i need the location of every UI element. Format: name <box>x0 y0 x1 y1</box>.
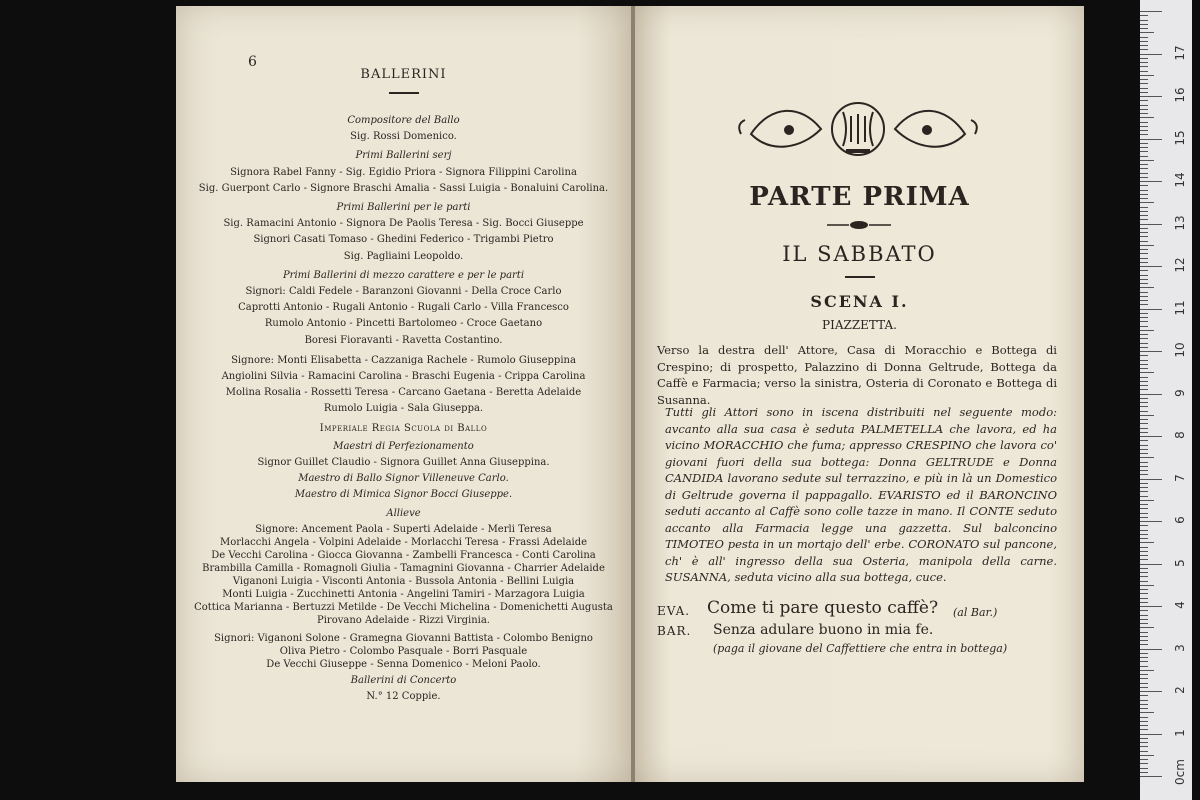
ruler-tick <box>1140 338 1148 339</box>
cast-line: Cottica Marianna - Bertuzzi Metilde - De Vecchi Michelina - Domenichetti Augusta <box>194 601 613 613</box>
ruler-tick <box>1140 177 1148 178</box>
ruler-label: 11 <box>1173 299 1187 316</box>
ruler-tick <box>1140 423 1148 424</box>
cast-line: Oliva Pietro - Colombo Pasquale - Borri Pasquale <box>279 645 528 657</box>
ruler-tick <box>1140 500 1154 501</box>
ruler-tick <box>1140 712 1154 713</box>
ruler-tick <box>1140 173 1148 174</box>
ruler-tick <box>1140 54 1162 55</box>
ruler-tick <box>1140 92 1148 93</box>
ruler-tick <box>1140 411 1148 412</box>
ruler-tick <box>1140 530 1148 531</box>
ruler-label: 2 <box>1173 686 1187 694</box>
ruler-tick <box>1140 763 1148 764</box>
ruler-tick <box>1140 343 1148 344</box>
ruler-tick <box>1140 334 1148 335</box>
dialogue-line-bar: Senza adulare buono in mia fe. <box>713 622 934 638</box>
cast-line: Signore: Monti Elisabetta - Cazzaniga Rachele - Rumolo Giuseppina <box>231 354 576 366</box>
ruler-tick <box>1140 360 1148 361</box>
ruler-tick <box>1140 445 1148 446</box>
ruler-tick <box>1140 330 1154 331</box>
ruler-tick <box>1140 105 1148 106</box>
cast-line: Maestro di Ballo Signor Villeneuve Carlo. <box>298 473 509 485</box>
ruler-label: 6 <box>1173 516 1187 524</box>
ruler-tick <box>1140 194 1148 195</box>
cast-line: Signore: Ancement Paola - Superti Adelaide - Merli Teresa <box>255 523 552 535</box>
ruler-tick <box>1140 470 1148 471</box>
ruler-tick <box>1140 504 1148 505</box>
ruler-tick <box>1140 508 1148 509</box>
ruler-tick <box>1140 79 1148 80</box>
ruler-tick <box>1140 168 1148 169</box>
cast-line: Rumolo Luigia - Sala Giuseppa. <box>323 403 484 415</box>
ruler-tick <box>1140 717 1148 718</box>
cast-line: Signori: Viganoni Solone - Gramegna Giovanni Battista - Colombo Benigno <box>214 632 593 644</box>
ruler-tick <box>1140 11 1162 12</box>
ruler-tick <box>1140 670 1154 671</box>
ruler-label: 3 <box>1173 643 1187 652</box>
heading-rule <box>389 92 419 94</box>
ruler-tick <box>1140 224 1162 225</box>
ruler-tick <box>1140 71 1148 72</box>
ruler-tick <box>1140 525 1148 526</box>
ruler-tick <box>1140 245 1154 246</box>
ruler-tick <box>1140 83 1148 84</box>
ruler-tick <box>1140 15 1148 16</box>
ruler-tick <box>1140 674 1148 675</box>
ruler-label: 13 <box>1173 214 1187 231</box>
ruler-tick <box>1140 88 1148 89</box>
ruler-tick <box>1140 449 1148 450</box>
ruler-label: 9 <box>1173 388 1187 397</box>
ruler-tick <box>1140 355 1148 356</box>
ruler-tick <box>1140 207 1148 208</box>
cast-line: Ballerini di Concerto <box>350 674 457 686</box>
right-page <box>635 6 1084 782</box>
ruler-tick <box>1140 190 1148 191</box>
ruler-tick <box>1140 321 1148 322</box>
cast-line: Signor Guillet Claudio - Signora Guillet Anna Giuseppina. <box>257 457 550 468</box>
cast-line: Sig. Ramacini Antonio - Signora De Paolis Teresa - Sig. Bocci Giuseppe <box>223 218 584 230</box>
ruler-tick <box>1140 270 1148 271</box>
ruler-tick <box>1140 160 1154 161</box>
ruler-tick <box>1140 287 1154 288</box>
ruler-tick <box>1140 100 1148 101</box>
ruler-tick <box>1140 164 1148 165</box>
ruler-tick <box>1140 211 1148 212</box>
ruler-tick <box>1140 436 1162 437</box>
ruler-tick <box>1140 143 1148 144</box>
ruler-tick <box>1140 402 1148 403</box>
ruler-tick <box>1140 534 1148 535</box>
ruler-tick <box>1140 181 1162 182</box>
ruler-label: 14 <box>1173 172 1187 188</box>
ruler-label: 12 <box>1173 257 1187 273</box>
scene-setting: Verso la destra dell' Attore, Casa di Moracchio e Bottega di Crespino; di prospetto, Palazzino di Donna Geltrude, Bottega da Caffè e Farmacia; verso la sinistra, Osteria di Coronato e Bottega di Susanna. <box>657 343 1057 407</box>
page-number: 6 <box>248 54 257 70</box>
ruler-tick <box>1140 130 1148 131</box>
cast-line: Sig. Rossi Domenico. <box>350 131 457 143</box>
ruler-label: 0cm <box>1173 759 1187 785</box>
ruler-tick <box>1140 66 1148 67</box>
ruler-tick <box>1140 589 1148 590</box>
ruler-tick <box>1140 453 1148 454</box>
cast-line: N.° 12 Coppie. <box>366 691 441 702</box>
page-heading: BALLERINI <box>360 67 447 82</box>
ruler-tick <box>1140 649 1162 650</box>
ruler-label: 4 <box>1173 601 1187 609</box>
ruler-tick <box>1140 610 1148 611</box>
dialogue-line-eva: Come ti pare questo caffè? <box>707 598 939 618</box>
ruler-tick <box>1140 232 1148 233</box>
day-title: IL SABBATO <box>782 242 937 266</box>
speaker-eva: EVA. <box>657 604 691 618</box>
ruler-label: 15 <box>1173 129 1187 146</box>
ruler-tick <box>1140 258 1148 259</box>
ruler-tick <box>1140 666 1148 667</box>
ruler-tick <box>1140 300 1148 301</box>
ruler-tick <box>1140 198 1148 199</box>
ruler-tick <box>1140 636 1148 637</box>
ruler-tick <box>1140 496 1148 497</box>
ruler-tick <box>1140 275 1148 276</box>
ruler-tick <box>1140 521 1162 522</box>
ruler-tick <box>1140 598 1148 599</box>
ruler-tick <box>1140 623 1148 624</box>
ruler-label: 17 <box>1173 44 1187 61</box>
ruler-tick <box>1140 32 1154 33</box>
ruler-tick <box>1140 700 1148 701</box>
ruler-tick <box>1140 615 1148 616</box>
ruler-tick <box>1140 457 1154 458</box>
ruler-tick <box>1140 249 1148 250</box>
ruler-tick <box>1140 377 1148 378</box>
ruler-tick <box>1140 109 1148 110</box>
cast-line: Signora Rabel Fanny - Sig. Egidio Priora - Signora Filippini Carolina <box>230 166 577 178</box>
ruler-tick <box>1140 776 1162 777</box>
ruler-tick <box>1140 122 1148 123</box>
ruler-tick <box>1140 695 1148 696</box>
ruler-tick <box>1140 547 1148 548</box>
ruler-tick <box>1140 262 1148 263</box>
ruler-tick <box>1140 708 1148 709</box>
cast-line: Maestro di Mimica Signor Bocci Giuseppe. <box>294 489 513 501</box>
ruler-tick <box>1140 45 1148 46</box>
ruler-tick <box>1140 742 1148 743</box>
ruler-tick <box>1140 309 1162 310</box>
ruler-label: 5 <box>1173 558 1187 567</box>
ruler-tick <box>1140 474 1148 475</box>
cast-line: Signori Casati Tomaso - Ghedini Federico - Trigambi Pietro <box>253 234 554 246</box>
ruler-tick <box>1140 738 1148 739</box>
ruler-tick <box>1140 640 1148 641</box>
ruler-tick <box>1140 215 1148 216</box>
ruler-tick <box>1140 581 1148 582</box>
cast-line: De Vecchi Giuseppe - Senna Domenico - Meloni Paolo. <box>266 658 541 670</box>
ruler-tick <box>1140 428 1148 429</box>
ruler-tick <box>1140 491 1148 492</box>
ruler-tick <box>1140 241 1148 242</box>
ruler-tick <box>1140 725 1148 726</box>
ruler-tick <box>1140 381 1148 382</box>
ruler-tick <box>1140 326 1148 327</box>
measurement-ruler <box>1140 0 1192 800</box>
ruler-tick <box>1140 772 1148 773</box>
ruler-tick <box>1140 28 1148 29</box>
cast-line: Primi Ballerini di mezzo carattere e per le parti <box>282 269 525 281</box>
cast-line: Imperiale Regia Scuola di Ballo <box>319 422 488 434</box>
ruler-tick <box>1140 75 1154 76</box>
scene-place: PIAZZETTA. <box>822 318 897 332</box>
cast-line: Primi Ballerini per le parti <box>336 202 471 213</box>
ruler-tick <box>1140 156 1148 157</box>
ruler-tick <box>1140 606 1162 607</box>
ruler-tick <box>1140 432 1148 433</box>
ruler-tick <box>1140 292 1148 293</box>
ruler-tick <box>1140 62 1148 63</box>
ruler-tick <box>1140 419 1148 420</box>
ruler-tick <box>1140 151 1148 152</box>
ruler-tick <box>1140 683 1148 684</box>
ruler-tick <box>1140 202 1154 203</box>
ruler-tick <box>1140 572 1148 573</box>
ruler-tick <box>1140 394 1162 395</box>
divider-ornament-icon <box>827 220 891 230</box>
ruler-tick <box>1140 283 1148 284</box>
day-title-rule <box>845 276 875 278</box>
ruler-tick <box>1140 368 1148 369</box>
ruler-tick <box>1140 279 1148 280</box>
ruler-tick <box>1140 385 1148 386</box>
ruler-tick <box>1140 466 1148 467</box>
ruler-tick <box>1140 483 1148 484</box>
cast-line: Sig. Pagliaini Leopoldo. <box>343 250 464 262</box>
ruler-tick <box>1140 253 1148 254</box>
ruler-tick <box>1140 691 1162 692</box>
ruler-tick <box>1140 564 1162 565</box>
ruler-tick <box>1140 653 1148 654</box>
cast-line: Allieve <box>386 507 421 519</box>
ruler-tick <box>1140 96 1162 97</box>
ruler-tick <box>1140 687 1148 688</box>
cast-line: Sig. Guerpont Carlo - Signore Braschi Amalia - Sassi Luigia - Bonaluini Carolina. <box>198 182 609 194</box>
ruler-tick <box>1140 568 1148 569</box>
ruler-tick <box>1140 37 1148 38</box>
ruler-tick <box>1140 364 1148 365</box>
ruler-tick <box>1140 759 1148 760</box>
cast-line: Molina Rosalia - Rossetti Teresa - Carcano Gaetana - Beretta Adelaide <box>225 387 582 399</box>
ruler-tick <box>1140 41 1148 42</box>
ruler-tick <box>1140 117 1154 118</box>
part-title: PARTE PRIMA <box>749 182 970 212</box>
ruler-tick <box>1140 228 1148 229</box>
ruler-tick <box>1140 751 1148 752</box>
stage-direction: Tutti gli Attori sono in iscena distribuiti nel seguente modo: avcanto alla sua casa è seduta PALMETELLA che lavora, ed ha vicino MORACCHIO che fuma; appresso CRESPINO che lavora co' giovani fuori della sua bottega: Donna GELTRUDE e Donna CANDIDA lavorano sedute sul terrazzino, e più in là un Domestico di Geltrude governa il pappagallo. EVARISTO ed il BARONCINO seduti accanto al Caffè sono colle tazze in mano. Il CONTE seduto accanto alla Farmacia legge una gazzetta. Sul balconcino TIMOTEO pesta in un mortajo dell' erbe. CORONATO sul pancone, ch' è all' ingresso della sua Osteria, manipola della carne. SUSANNA, seduta vicino alla sua bottega, cuce. <box>665 405 1057 584</box>
ruler-tick <box>1140 49 1148 50</box>
ruler-tick <box>1140 406 1148 407</box>
lyre-ornament-icon <box>731 94 985 164</box>
ruler-label: 8 <box>1173 431 1187 439</box>
ruler-tick <box>1140 517 1148 518</box>
cast-line: Brambilla Camilla - Romagnoli Giulia - Tamagnini Giovanna - Charrier Adelaide <box>202 562 605 574</box>
ruler-tick <box>1140 619 1148 620</box>
ruler-tick <box>1140 24 1148 25</box>
ruler-tick <box>1140 304 1148 305</box>
cast-line: Monti Luigia - Zucchinetti Antonia - Angelini Tamiri - Marzagora Luigia <box>222 588 585 600</box>
ruler-label: 10 <box>1173 342 1187 358</box>
ruler-tick <box>1140 576 1148 577</box>
cast-line: Viganoni Luigia - Visconti Antonia - Bussola Antonia - Bellini Luigia <box>232 575 575 587</box>
ruler-tick <box>1140 632 1148 633</box>
cast-line: Compositore del Ballo <box>347 115 460 126</box>
ruler-tick <box>1140 755 1154 756</box>
ruler-tick <box>1140 266 1162 267</box>
ruler-tick <box>1140 555 1148 556</box>
ruler-tick <box>1140 236 1148 237</box>
ruler-tick <box>1140 542 1154 543</box>
cast-line: De Vecchi Carolina - Giocca Giovanna - Zambelli Francesca - Conti Carolina <box>211 549 596 561</box>
ruler-tick <box>1140 185 1148 186</box>
final-stage-direction: (paga il giovane del Caffettiere che entra in bottega) <box>713 642 1008 655</box>
dialogue-aside: (al Bar.) <box>953 606 998 619</box>
ruler-tick <box>1140 734 1162 735</box>
ruler-tick <box>1140 134 1148 135</box>
ruler-tick <box>1140 644 1148 645</box>
ruler-tick <box>1140 389 1148 390</box>
ruler-tick <box>1140 313 1148 314</box>
ruler-tick <box>1140 347 1148 348</box>
cast-line: Angiolini Silvia - Ramacini Carolina - Braschi Eugenia - Crippa Carolina <box>221 371 586 382</box>
ruler-tick <box>1140 585 1154 586</box>
ruler-tick <box>1140 317 1148 318</box>
ruler-tick <box>1140 479 1162 480</box>
ruler-tick <box>1140 219 1148 220</box>
ruler-tick <box>1140 678 1148 679</box>
ruler-tick <box>1140 602 1148 603</box>
ruler-label: 16 <box>1173 87 1187 103</box>
ruler-tick <box>1140 538 1148 539</box>
ruler-tick <box>1140 551 1148 552</box>
cast-line: Morlacchi Angela - Volpini Adelaide - Morlacchi Teresa - Frassi Adelaide <box>219 536 588 548</box>
ruler-tick <box>1140 661 1148 662</box>
ruler-tick <box>1140 139 1162 140</box>
cast-line: Primi Ballerini serj <box>355 150 452 162</box>
speaker-bar: BAR. <box>657 624 692 638</box>
ruler-tick <box>1140 729 1148 730</box>
ruler-tick <box>1140 398 1148 399</box>
ruler-tick <box>1140 372 1154 373</box>
cast-line: Caprotti Antonio - Rugali Antonio - Rugali Carlo - Villa Francesco <box>238 302 569 314</box>
ruler-tick <box>1140 768 1148 769</box>
ruler-tick <box>1140 351 1162 352</box>
book-spread <box>176 6 1084 782</box>
ruler-tick <box>1140 746 1148 747</box>
ruler-tick <box>1140 440 1148 441</box>
ruler-tick <box>1140 126 1148 127</box>
ruler-tick <box>1140 627 1154 628</box>
ruler-tick <box>1140 296 1148 297</box>
ruler-tick <box>1140 462 1148 463</box>
ruler-tick <box>1140 721 1148 722</box>
ruler-tick <box>1140 147 1148 148</box>
ruler-tick <box>1140 487 1148 488</box>
ruler-tick <box>1140 113 1148 114</box>
cast-line: Pirovano Adelaide - Rizzi Virginia. <box>317 614 490 626</box>
cast-line: Boresi Fioravanti - Ravetta Costantino. <box>304 334 503 346</box>
ruler-tick <box>1140 593 1148 594</box>
ruler-tick <box>1140 20 1148 21</box>
cast-line: Maestri di Perfezionamento <box>333 440 474 452</box>
scene-title: SCENA I. <box>810 292 909 311</box>
ruler-label: 7 <box>1173 473 1187 482</box>
ruler-tick <box>1140 704 1148 705</box>
ruler-tick <box>1140 657 1148 658</box>
cast-line: Signori: Caldi Fedele - Baranzoni Giovanni - Della Croce Carlo <box>245 286 562 297</box>
ruler-tick <box>1140 415 1154 416</box>
ruler-tick <box>1140 58 1148 59</box>
cast-line: Rumolo Antonio - Pincetti Bartolomeo - Croce Gaetano <box>264 318 543 330</box>
left-page <box>176 6 631 782</box>
ruler-tick <box>1140 513 1148 514</box>
ruler-label: 1 <box>1173 728 1187 737</box>
ruler-tick <box>1140 559 1148 560</box>
